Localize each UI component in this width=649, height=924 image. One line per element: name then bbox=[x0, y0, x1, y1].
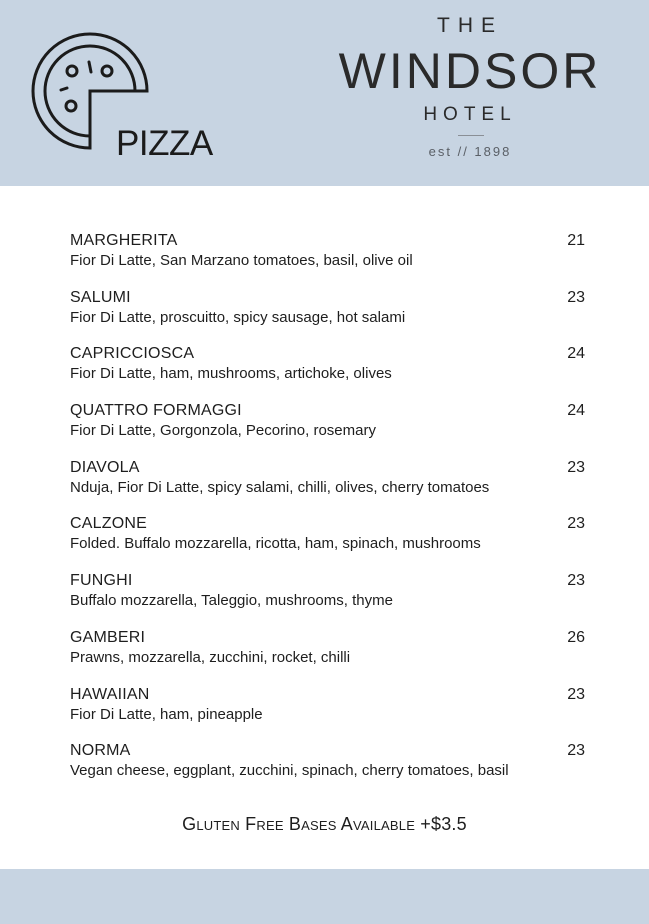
header-band bbox=[0, 0, 649, 186]
menu-item bbox=[70, 629, 585, 686]
item-name: MARGHERITA bbox=[70, 232, 178, 249]
item-name: GAMBERI bbox=[70, 628, 146, 646]
menu-list bbox=[70, 232, 585, 799]
item-name: HAWAIIAN bbox=[70, 685, 150, 703]
menu-item bbox=[70, 459, 585, 516]
item-name: CAPRICCIOSCA bbox=[70, 345, 195, 363]
brand-established: est // 1898 bbox=[428, 144, 512, 159]
menu-item bbox=[70, 289, 585, 346]
item-price: 26 bbox=[567, 628, 585, 646]
item-price: 24 bbox=[567, 402, 585, 420]
footer-band bbox=[0, 869, 649, 924]
item-name: QUATTRO FORMAGGI bbox=[70, 402, 242, 420]
item-description: Fior Di Latte, San Marzano tomatoes, basil, olive oil bbox=[70, 252, 413, 269]
brand-the: THE bbox=[437, 14, 503, 37]
item-price: 23 bbox=[567, 742, 585, 760]
item-name: NORMA bbox=[70, 742, 131, 760]
menu-item bbox=[70, 232, 585, 289]
item-price: 23 bbox=[567, 685, 585, 703]
menu-item bbox=[70, 742, 585, 799]
item-price: 23 bbox=[567, 515, 585, 533]
item-name: SALUMI bbox=[70, 288, 131, 306]
item-description: Fior Di Latte, ham, pineapple bbox=[70, 705, 263, 723]
item-price: 23 bbox=[567, 288, 585, 306]
brand-name: WINDSOR bbox=[338, 43, 602, 99]
gluten-free-note: Gluten Free Bases Available +$3.5 bbox=[182, 814, 467, 834]
item-name: CALZONE bbox=[70, 515, 147, 533]
menu-item bbox=[70, 515, 585, 572]
item-price: 24 bbox=[567, 345, 585, 363]
item-price: 23 bbox=[567, 572, 585, 590]
item-description: Folded. Buffalo mozzarella, ricotta, ham, spinach, mushrooms bbox=[70, 535, 481, 553]
item-description: Buffalo mozzarella, Taleggio, mushrooms, thyme bbox=[70, 592, 393, 610]
brand-hotel: HOTEL bbox=[423, 104, 517, 125]
item-name: FUNGHI bbox=[70, 572, 133, 590]
section-title: PIZZA bbox=[116, 124, 213, 163]
menu-item bbox=[70, 686, 585, 743]
brand-divider bbox=[458, 135, 484, 136]
item-description: Prawns, mozzarella, zucchini, rocket, chilli bbox=[70, 648, 351, 666]
item-description: Vegan cheese, eggplant, zucchini, spinach, cherry tomatoes, basil bbox=[70, 762, 509, 780]
menu-item bbox=[70, 402, 585, 459]
menu-item bbox=[70, 345, 585, 402]
item-description: Fior Di Latte, Gorgonzola, Pecorino, rosemary bbox=[70, 422, 376, 440]
item-description: Fior Di Latte, proscuitto, spicy sausage, hot salami bbox=[70, 308, 406, 326]
item-price: 23 bbox=[567, 458, 585, 476]
item-description: Nduja, Fior Di Latte, spicy salami, chilli, olives, cherry tomatoes bbox=[70, 478, 490, 496]
item-name: DIAVOLA bbox=[70, 458, 140, 476]
item-price: 21 bbox=[567, 232, 585, 249]
item-description: Fior Di Latte, ham, mushrooms, artichoke, olives bbox=[70, 365, 392, 383]
menu-item bbox=[70, 572, 585, 629]
